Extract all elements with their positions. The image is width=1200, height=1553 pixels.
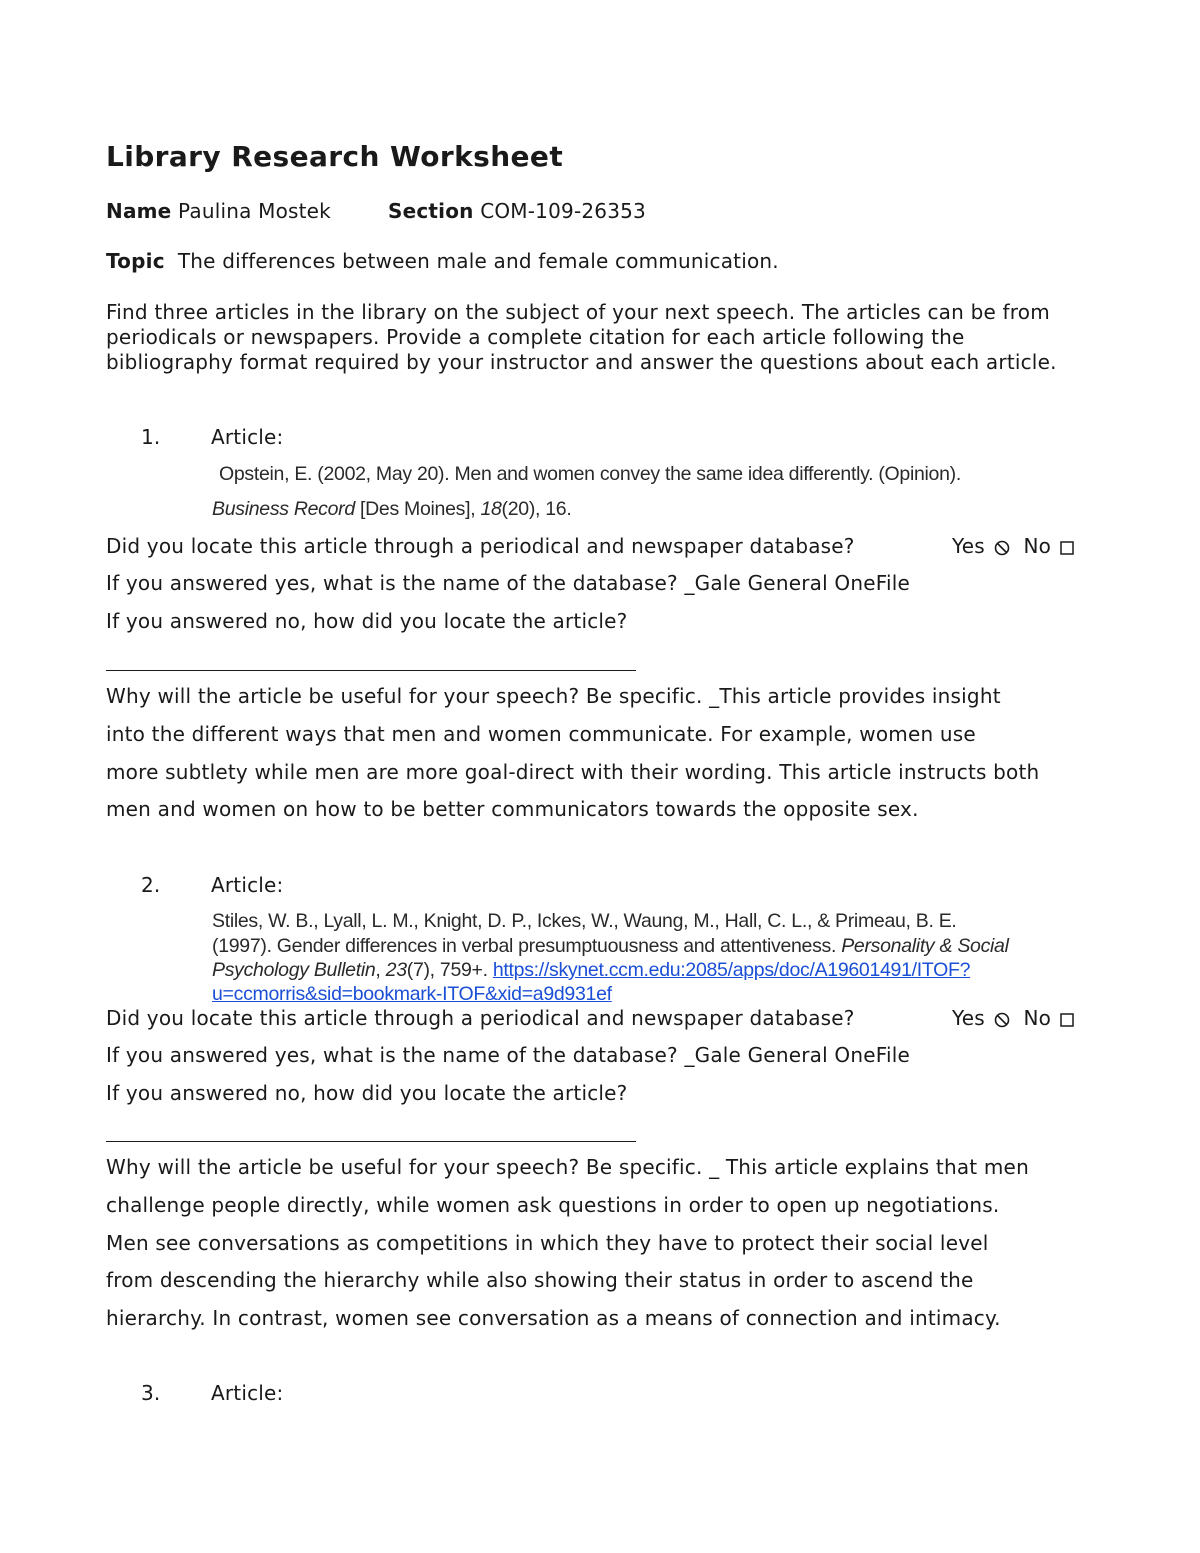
useful-answer-line: _This article provides insight [709,684,1001,708]
citation-issue-pages: (20), 16. [501,498,572,520]
citation-journal: Personality & Social [841,935,1009,957]
database-question: Did you locate this article through a periodical and newspaper database? [106,1006,855,1030]
citation-journal: Psychology Bulletin [212,959,376,981]
how-located-question: If you answered no, how did you locate the article? [106,609,628,633]
useful-answer-line: _ This article explains that men [709,1155,1029,1179]
useful-answer-line: Men see conversations as competitions in which they have to protect their social level [106,1231,989,1255]
citation-link[interactable]: https://skynet.ccm.edu:2085/apps/doc/A19601491/ITOF? [492,959,971,981]
citation-line: Stiles, W. B., Lyall, L. M., Knight, D. P., Ickes, W., Waung, M., Hall, C. L., & Primeau, B. E. [212,910,957,932]
citation-line [212,983,612,1006]
section-value: COM-109-26353 [480,199,646,223]
citation-journal: Business Record [212,498,355,520]
database-question: Did you locate this article through a periodical and newspaper database? [106,534,855,558]
citation-link[interactable]: u=ccmorris&sid=bookmark-ITOF&xid=a9d931ef [212,983,612,1005]
instructions: Find three articles in the library on the subject of your next speech. The articles can be from periodicals or newspapers. Provide a complete citation for each article following the bibliography format required by your instructor and answer the questions about each article. [106,300,1057,374]
citation-volume: 18 [480,498,502,520]
how-located-question: If you answered no, how did you locate the article? [106,1081,628,1105]
useful-answer-line: men and women on how to be better communicators towards the opposite sex. [106,797,919,821]
database-name-question: If you answered yes, what is the name of the database? _Gale General OneFile [106,1043,910,1067]
database-name-answer: _Gale General OneFile [684,1043,910,1067]
article-number: 1. [141,425,161,449]
page-title: Library Research Worksheet [106,140,564,173]
article-label: Article: [211,425,284,449]
useful-answer-line: hierarchy. In contrast, women see conversation as a means of connection and intimacy. [106,1306,1001,1330]
article-number: 2. [141,873,161,897]
citation-line [212,498,571,521]
citation-line: Psychology Bulletin, 23(7), 759+. https://skynet.ccm.edu:2085/apps/doc/A19601491/ITOF? [212,959,971,981]
citation-issue-pages: (7), 759+. [406,959,493,981]
yes-checked-icon[interactable] [993,1011,1011,1029]
no-checkbox-icon[interactable] [1059,1012,1075,1028]
useful-answer-line: more subtlety while men are more goal-direct with their wording. This article instructs both [106,760,1040,784]
citation-volume: 23 [385,959,407,981]
citation-line [212,935,1009,958]
useful-answer-line: from descending the hierarchy while also showing their status in order to ascend the [106,1268,974,1292]
no-checkbox-icon[interactable] [1059,540,1075,556]
useful-question: Why will the article be useful for your speech? Be specific. _ This article explains that men [106,1155,1029,1179]
useful-answer-line: into the different ways that men and women communicate. For example, women use [106,722,976,746]
yes-no-answer [952,534,1075,558]
useful-answer-line: challenge people directly, while women ask questions in order to open up negotiations. [106,1193,1000,1217]
yes-checked-icon[interactable] [993,539,1011,557]
yes-label: Yes [952,534,985,558]
answer-line [106,670,636,671]
useful-question: Why will the article be useful for your speech? Be specific. _This article provides insight [106,684,1001,708]
database-name-answer: _Gale General OneFile [684,571,910,595]
no-label: No [1023,1006,1052,1030]
topic-row [106,249,779,273]
yes-no-answer [952,1006,1075,1030]
name-row [106,199,331,223]
name-value: Paulina Mostek [178,199,331,223]
section-row [388,199,646,223]
no-label: No [1023,534,1052,558]
citation-line: Opstein, E. (2002, May 20). Men and women convey the same idea differently. (Opinion). [219,463,961,485]
article-number: 3. [141,1381,161,1405]
section-label: Section [388,199,474,223]
name-label: Name [106,199,172,223]
article-label: Article: [211,873,284,897]
citation-year-title: (1997). Gender differences in verbal presumptuousness and attentiveness. [212,935,842,957]
citation-place: [Des Moines], [354,498,481,520]
article-label: Article: [211,1381,284,1405]
yes-label: Yes [952,1006,985,1030]
answer-line [106,1141,636,1142]
topic-label: Topic [106,249,165,273]
database-name-question: If you answered yes, what is the name of the database? _Gale General OneFile [106,571,910,595]
topic-value: The differences between male and female communication. [177,249,779,273]
